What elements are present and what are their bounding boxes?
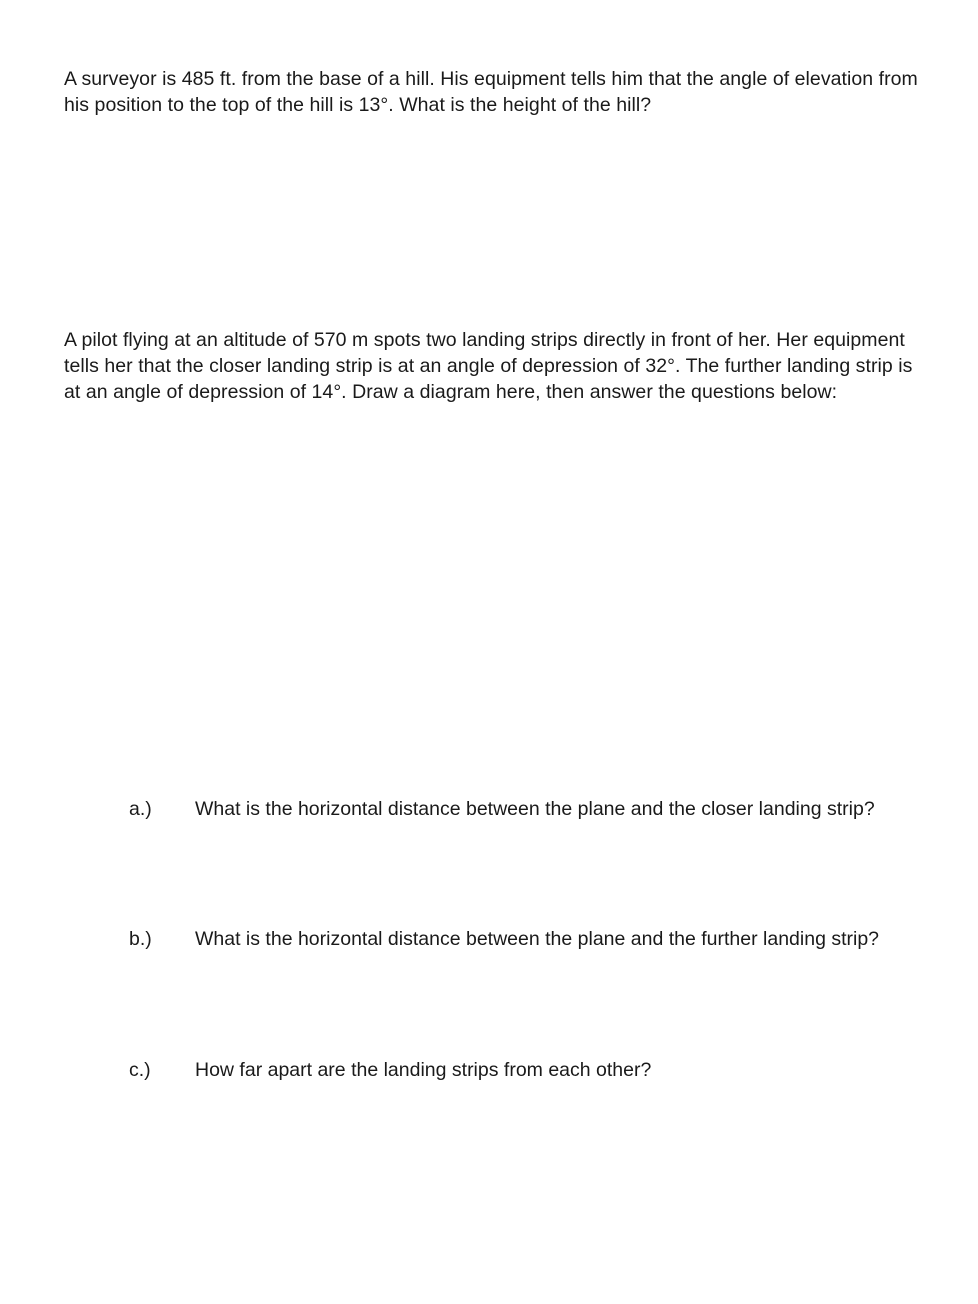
question-b — [129, 926, 879, 952]
problem-2-text: A pilot flying at an altitude of 570 m spots two landing strips directly in front of her. Her equipment tells her that the closer landing strip is at an angle of depression of 32°. The further landing strip is at an angle of depression of 14°. Draw a diagram here, then answer the questions below: — [64, 329, 913, 403]
question-c-text: How far apart are the landing strips from each other? — [195, 1059, 652, 1081]
question-b-label: b.) — [129, 928, 152, 950]
question-a-label: a.) — [129, 798, 152, 820]
question-c-label: c.) — [129, 1059, 151, 1081]
question-c — [129, 1057, 651, 1083]
question-b-text: What is the horizontal distance between the plane and the further landing strip? — [195, 928, 880, 950]
question-a-text: What is the horizontal distance between the plane and the closer landing strip? — [195, 798, 875, 820]
question-a — [129, 796, 875, 822]
problem-1-text: A surveyor is 485 ft. from the base of a hill. His equipment tells him that the angle of elevation from his position to the top of the hill is 13°. What is the height of the hill? — [64, 68, 918, 116]
